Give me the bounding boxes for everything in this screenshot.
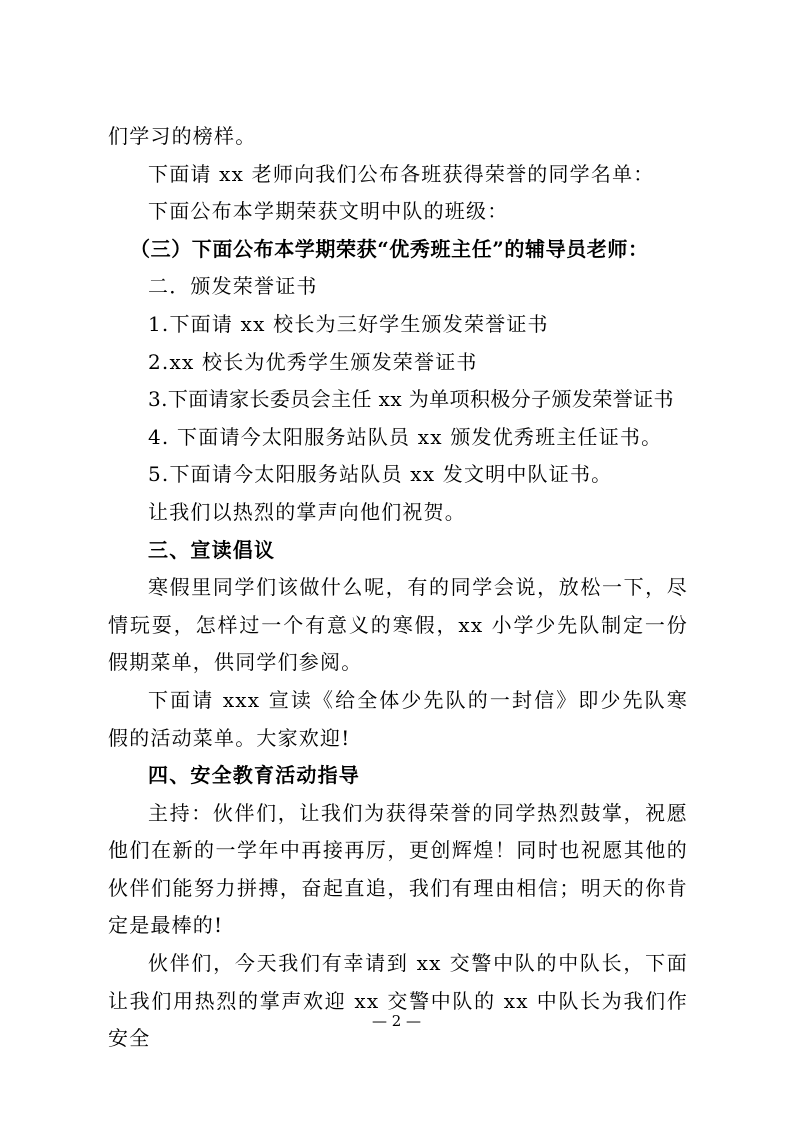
paragraph: 们学习的榜样。 [108,124,257,148]
paragraph: 下面请 xxx 宣读《给全体少先队的一封信》即少先队寒假的活动菜单。大家欢迎! [108,687,688,750]
paragraph: 二．颁发荣誉证书 [148,274,318,299]
document-body [108,118,688,1058]
section-heading: （三）下面公布本学期荣获“优秀班主任”的辅导员老师： [130,236,649,261]
section-heading: 三、宣读倡议 [148,537,276,562]
paragraph: 寒假里同学们该做什么呢，有的同学会说，放松一下，尽情玩耍，怎样过一个有意义的寒假，xx 小学少先队制定一份假期菜单，供同学们参阅。 [108,575,688,675]
list-item: 1.下面请 xx 校长为三好学生颁发荣誉证书 [148,311,549,336]
list-item: 5.下面请今太阳服务站队员 xx 发文明中队证书。 [148,462,613,487]
list-item: 3.下面请家长委员会主任 xx 为单项积极分子颁发荣誉证书 [148,387,674,412]
paragraph: 下面请 xx 老师向我们公布各班获得荣誉的同学名单： [148,161,655,186]
paragraph: 让我们以热烈的掌声向他们祝贺。 [148,499,466,524]
list-item: 2.xx 校长为优秀学生颁发荣誉证书 [148,349,478,374]
page-number: — 2 — [371,1012,422,1030]
paragraph: 伙伴们，今天我们有幸请到 xx 交警中队的中队长，下面让我们用热烈的掌声欢迎 xx 交警中队的 xx 中队长为我们作安全 [108,951,688,1051]
paragraph: 下面公布本学期荣获文明中队的班级： [148,199,509,224]
list-item: 4. 下面请今太阳服务站队员 xx 颁发优秀班主任证书。 [148,424,663,449]
paragraph: 主持：伙伴们，让我们为获得荣誉的同学热烈鼓掌，祝愿他们在新的一学年中再接再厉，更创辉煌！同时也祝愿其他的伙伴们能努力拼搏，奋起直追，我们有理由相信；明天的你肯定是最棒的! [108,800,688,938]
section-heading: 四、安全教育活动指导 [148,763,360,788]
